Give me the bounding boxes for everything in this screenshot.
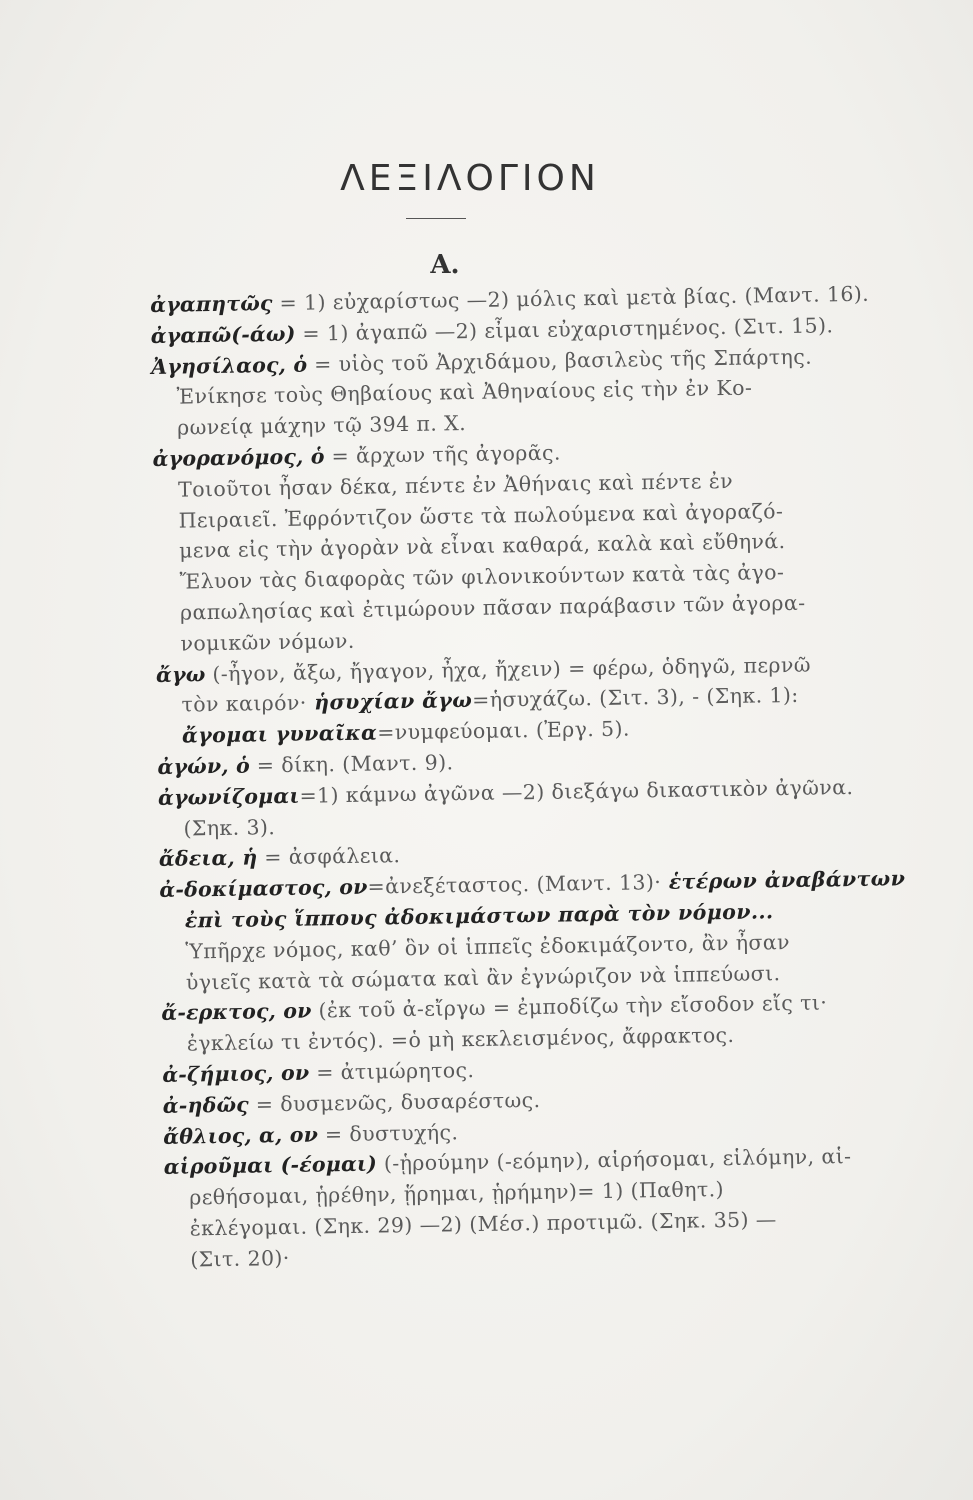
entry-headword: ἀ-δοκίμαστος, ον [159, 874, 368, 903]
entry-text: νομικῶν νόμων. [180, 628, 355, 656]
entry-text: = ἀτιμώρητος. [309, 1057, 475, 1085]
section-letter: Α. [430, 250, 460, 280]
entry-headword: ἀγαπῶ(-άω) [150, 321, 296, 348]
entry-headword: ἀγών, ὁ [157, 753, 251, 779]
page-title: ΛΕΞΙΛΟΓΙΟΝ [340, 158, 600, 199]
entry-text: Τοιοῦτοι ἦσαν δέκα, πέντε ἐν Ἀθήναις καὶ πέντε ἐν [177, 468, 734, 502]
entry-text: μενα εἰς τὴν ἀγορὰν νὰ εἶναι καθαρά, καλὰ καὶ εὔθηνά. [178, 529, 786, 563]
entry-headword: ἀγαπητῶς [150, 291, 273, 317]
entry-text: =1) κάμνω ἀγῶνα —2) διεξάγω δικαστικὸν ἀγῶνα. [299, 774, 854, 808]
entry-headword: ἄδεια, ἡ [158, 845, 258, 872]
entry-text: = υἱὸς τοῦ Ἀρχιδάμου, βασιλεὺς τῆς Σπάρτης. [307, 344, 813, 377]
entry-text: τὸν καιρόν· [181, 690, 307, 717]
entry-text: = 1) εὐχαρίστως —2) μόλις καὶ μετὰ βίας. (Μαντ. 16). [272, 281, 870, 316]
entry-quote: ἑτέρων ἀναβάντων [660, 866, 906, 895]
entry-quote: ἐπὶ τοὺς ἵππους ἀδοκιμάστων παρὰ τὸν νόμον... [184, 899, 774, 933]
entry-text: = δυσμενῶς, δυσαρέστως. [248, 1087, 541, 1117]
entry-text: ραπωλησίας καὶ ἐτιμώρουν πᾶσαν παράβασιν τῶν ἀγορα- [179, 590, 806, 625]
entry-text: (Σιτ. 20)· [190, 1245, 290, 1272]
entry-headword: ἀ-ηδῶς [162, 1092, 250, 1118]
entries-list [150, 279, 906, 1275]
entry-headword: Ἀγησίλαος, ὁ [151, 352, 308, 379]
entry-text: =ἀνεξέταστος. (Μαντ. 13)· [367, 870, 662, 899]
entry-text: (ἐκ τοῦ ἀ-εἴργω = ἐμποδίζω τὴν εἴσοδον εἴς τι· [311, 990, 828, 1023]
entry-text: = δυστυχής. [317, 1119, 459, 1146]
entry-text: = δίκη. (Μαντ. 9). [249, 750, 454, 778]
entry-text: Πειραιεῖ. Ἐφρόντιζον ὥστε τὰ πωλούμενα καὶ ἀγοραζό- [178, 498, 784, 533]
entry-text: =ἡσυχάζω. (Σιτ. 3), - (Σηκ. 1): [471, 683, 799, 713]
entry-headword: ἀγωνίζομαι [157, 783, 300, 810]
entry-quote: ἡσυχίαν ἄγω [306, 688, 473, 715]
entry-text: = 1) ἀγαπῶ —2) εἶμαι εὐχαριστημένος. (Σιτ. 15). [295, 313, 834, 346]
entry-headword: ἄγω [155, 661, 206, 687]
entry-text: =νυμφεύομαι. (Ἐργ. 5). [377, 716, 631, 745]
entry-headword: ἄθλιος, α, ον [163, 1121, 319, 1149]
entry-text: ρεθήσομαι, ᾑρέθην, ᾕρημαι, ᾑρήμην)= 1) (Παθητ.) [189, 1177, 725, 1210]
title-rule [406, 218, 466, 219]
entry-text: = ἀσφάλεια. [257, 843, 401, 870]
entry-text: Ὑπῆρχε νόμος, καθ’ ὃν οἱ ἱππεῖς ἐδοκιμάζοντο, ἂν ἦσαν [185, 929, 791, 964]
entry-text: Ἐνίκησε τοὺς Θηβαίους καὶ Ἀθηναίους εἰς τὴν ἐν Κο- [176, 375, 753, 409]
entry-text: (-ᾑρούμην (-εόμην), αἱρήσομαι, εἱλόμην, αἱ- [376, 1144, 852, 1176]
entry-text: ἐκλέγομαι. (Σηκ. 29) —2) (Μέσ.) προτιμῶ. (Σηκ. 35) — [189, 1207, 777, 1241]
entry-quote: ἄγομαι γυναῖκα [181, 720, 378, 748]
entry-text: ἐγκλείω τι ἐντός). =ὁ μὴ κεκλεισμένος, ἄφρακτος. [186, 1023, 735, 1056]
entry-text: Ἔλυον τὰς διαφορὰς τῶν φιλονικούντων κατὰ τὰς ἀγο- [179, 560, 785, 594]
entry-text: = ἄρχων τῆς ἀγορᾶς. [324, 440, 561, 469]
entry-text: ὑγιεῖς κατὰ τὰ σώματα καὶ ἂν ἐγνώριζον νὰ ἱππεύωσι. [185, 960, 781, 995]
entry-headword: ἀγορανόμος, ὁ [152, 444, 325, 471]
entry-headword: ἄ-ερκτος, ον [161, 998, 312, 1026]
entry-text: (Σηκ. 3). [183, 814, 276, 841]
entry-text: ρωνείᾳ μάχην τῷ 394 π. Χ. [176, 411, 467, 440]
entry-headword: ἀ-ζήμιος, ον [162, 1060, 310, 1087]
entry-text: (-ἦγον, ἄξω, ἤγαγον, ἦχα, ἤχειν) = φέρω, ὁδηγῶ, περνῶ [205, 652, 812, 686]
entry-headword: αἱροῦμαι (-έομαι) [163, 1151, 378, 1180]
